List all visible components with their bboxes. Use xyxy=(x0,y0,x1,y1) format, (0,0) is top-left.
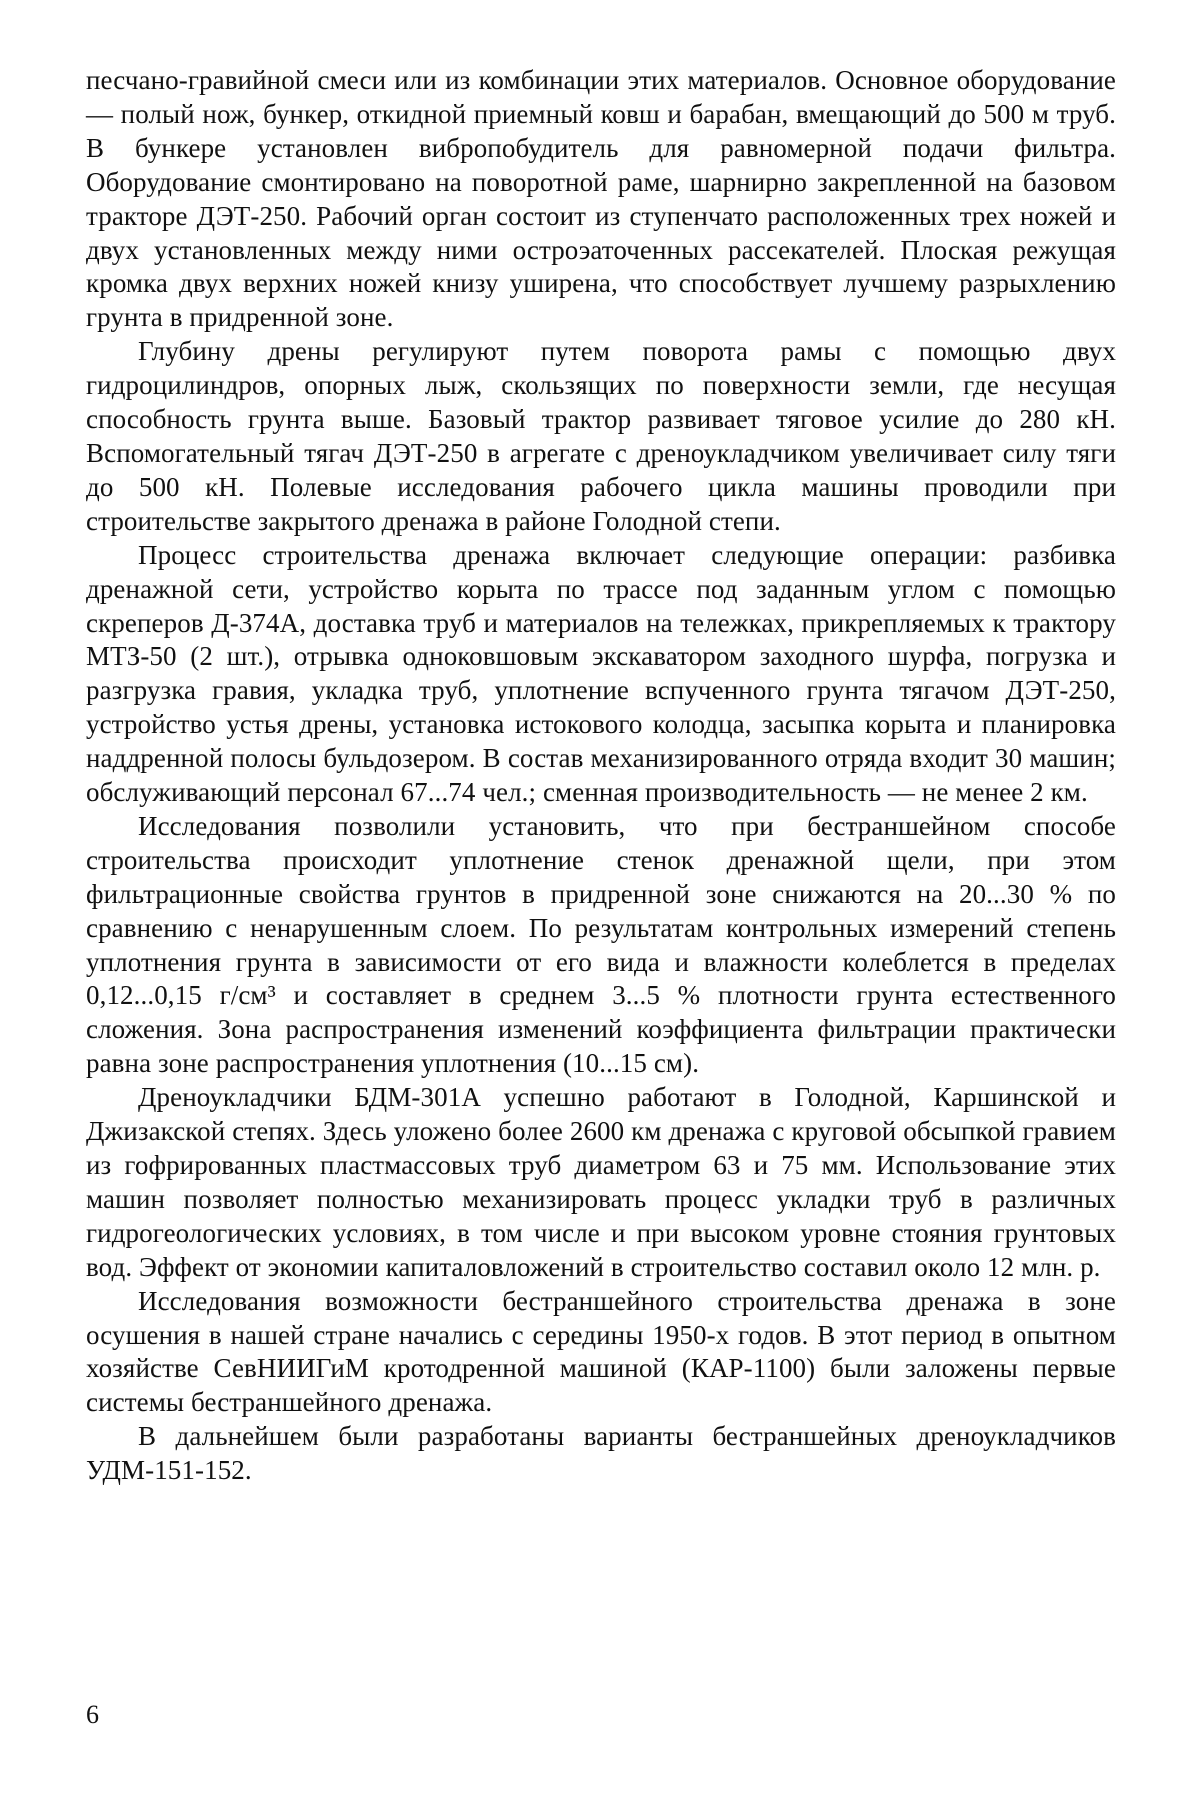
paragraph-4: Исследования позволили установить, что при бестраншейном способе строительства происходит уплотнение стенок дренажной щели, при этом фильтрационные свойства грунтов в придренной зоне снижаются на 20...30 % по сравнению с ненарушенным слоем. По результатам контрольных измерений степень уплотнения грунта в зависимости от его вида и влажности колеблется в пределах 0,12...0,15 г/см³ и составляет в среднем 3...5 % плотности грунта естественного сложения. Зона распространения изменений коэффициента фильтрации практически равна зоне распространения уплотнения (10...15 см). xyxy=(86,810,1116,1079)
paragraph-5: Дреноукладчики БДМ-301А успешно работают в Голодной, Каршинской и Джизакской степях. Здесь уложено более 2600 км дренажа с круговой обсыпкой гравием из гофрированных пластмассовых труб диаметром 63 и 75 мм. Использование этих машин позволяет полностью механизировать процесс укладки труб в различных гидрогеологических условиях, в том числе и при высоком уровне стояния грунтовых вод. Эффект от экономии капиталовложений в строительство составил около 12 млн. р. xyxy=(86,1082,1116,1282)
body-text xyxy=(86,64,1116,1488)
paragraph-3: Процесс строительства дренажа включает следующие операции: разбивка дренажной сети, устройство корыта по трассе под заданным углом с помощью скреперов Д-374А, доставка труб и материалов на тележках, прикрепляемых к трактору МТЗ-50 (2 шт.), отрывка одноковшовым экскаватором заходного шурфа, погрузка и разгрузка гравия, укладка труб, уплотнение вспученного грунта тягачом ДЭТ-250, устройство устья дрены, установка истокового колодца, засыпка корыта и планировка наддренной полосы бульдозером. В состав механизированного отряда входит 30 машин; обслуживающий персонал 67...74 чел.; сменная производительность — не менее 2 км. xyxy=(86,539,1116,808)
paragraph-2: Глубину дрены регулируют путем поворота рамы с помощью двух гидроцилиндров, опорных лыж, скользящих по поверхности земли, где несущая способность грунта выше. Базовый трактор развивает тяговое усилие до 280 кН. Вспомогательный тягач ДЭТ-250 в агрегате с дреноукладчиком увеличивает силу тяги до 500 кН. Полевые исследования рабочего цикла машины проводили при строительстве закрытого дренажа в районе Голодной степи. xyxy=(86,336,1116,536)
page-number: 6 xyxy=(86,1700,99,1729)
paragraph-7: В дальнейшем были разработаны варианты бестраншейных дреноукладчиков УДМ-151-152. xyxy=(86,1421,1116,1486)
paragraph-1: песчано-гравийной смеси или из комбинации этих материалов. Основное оборудование — полый нож, бункер, откидной приемный ковш и барабан, вмещающий до 500 м труб. В бункере установлен вибропобудитель для равномерной подачи фильтра. Оборудование смонтировано на поворотной раме, шарнирно закрепленной на базовом тракторе ДЭТ-250. Рабочий орган состоит из ступенчато расположенных трех ножей и двух установленных между ними остроэаточенных рассекателей. Плоская режущая кромка двух верхних ножей книзу уширена, что способствует лучшему разрыхлению грунта в придренной зоне. xyxy=(86,65,1116,333)
paragraph-6: Исследования возможности бестраншейного строительства дренажа в зоне осушения в нашей стране начались с середины 1950-х годов. В этот период в опытном хозяйстве СевНИИГиМ кротодренной машиной (КАР-1100) были заложены первые системы бестраншейного дренажа. xyxy=(86,1285,1116,1418)
